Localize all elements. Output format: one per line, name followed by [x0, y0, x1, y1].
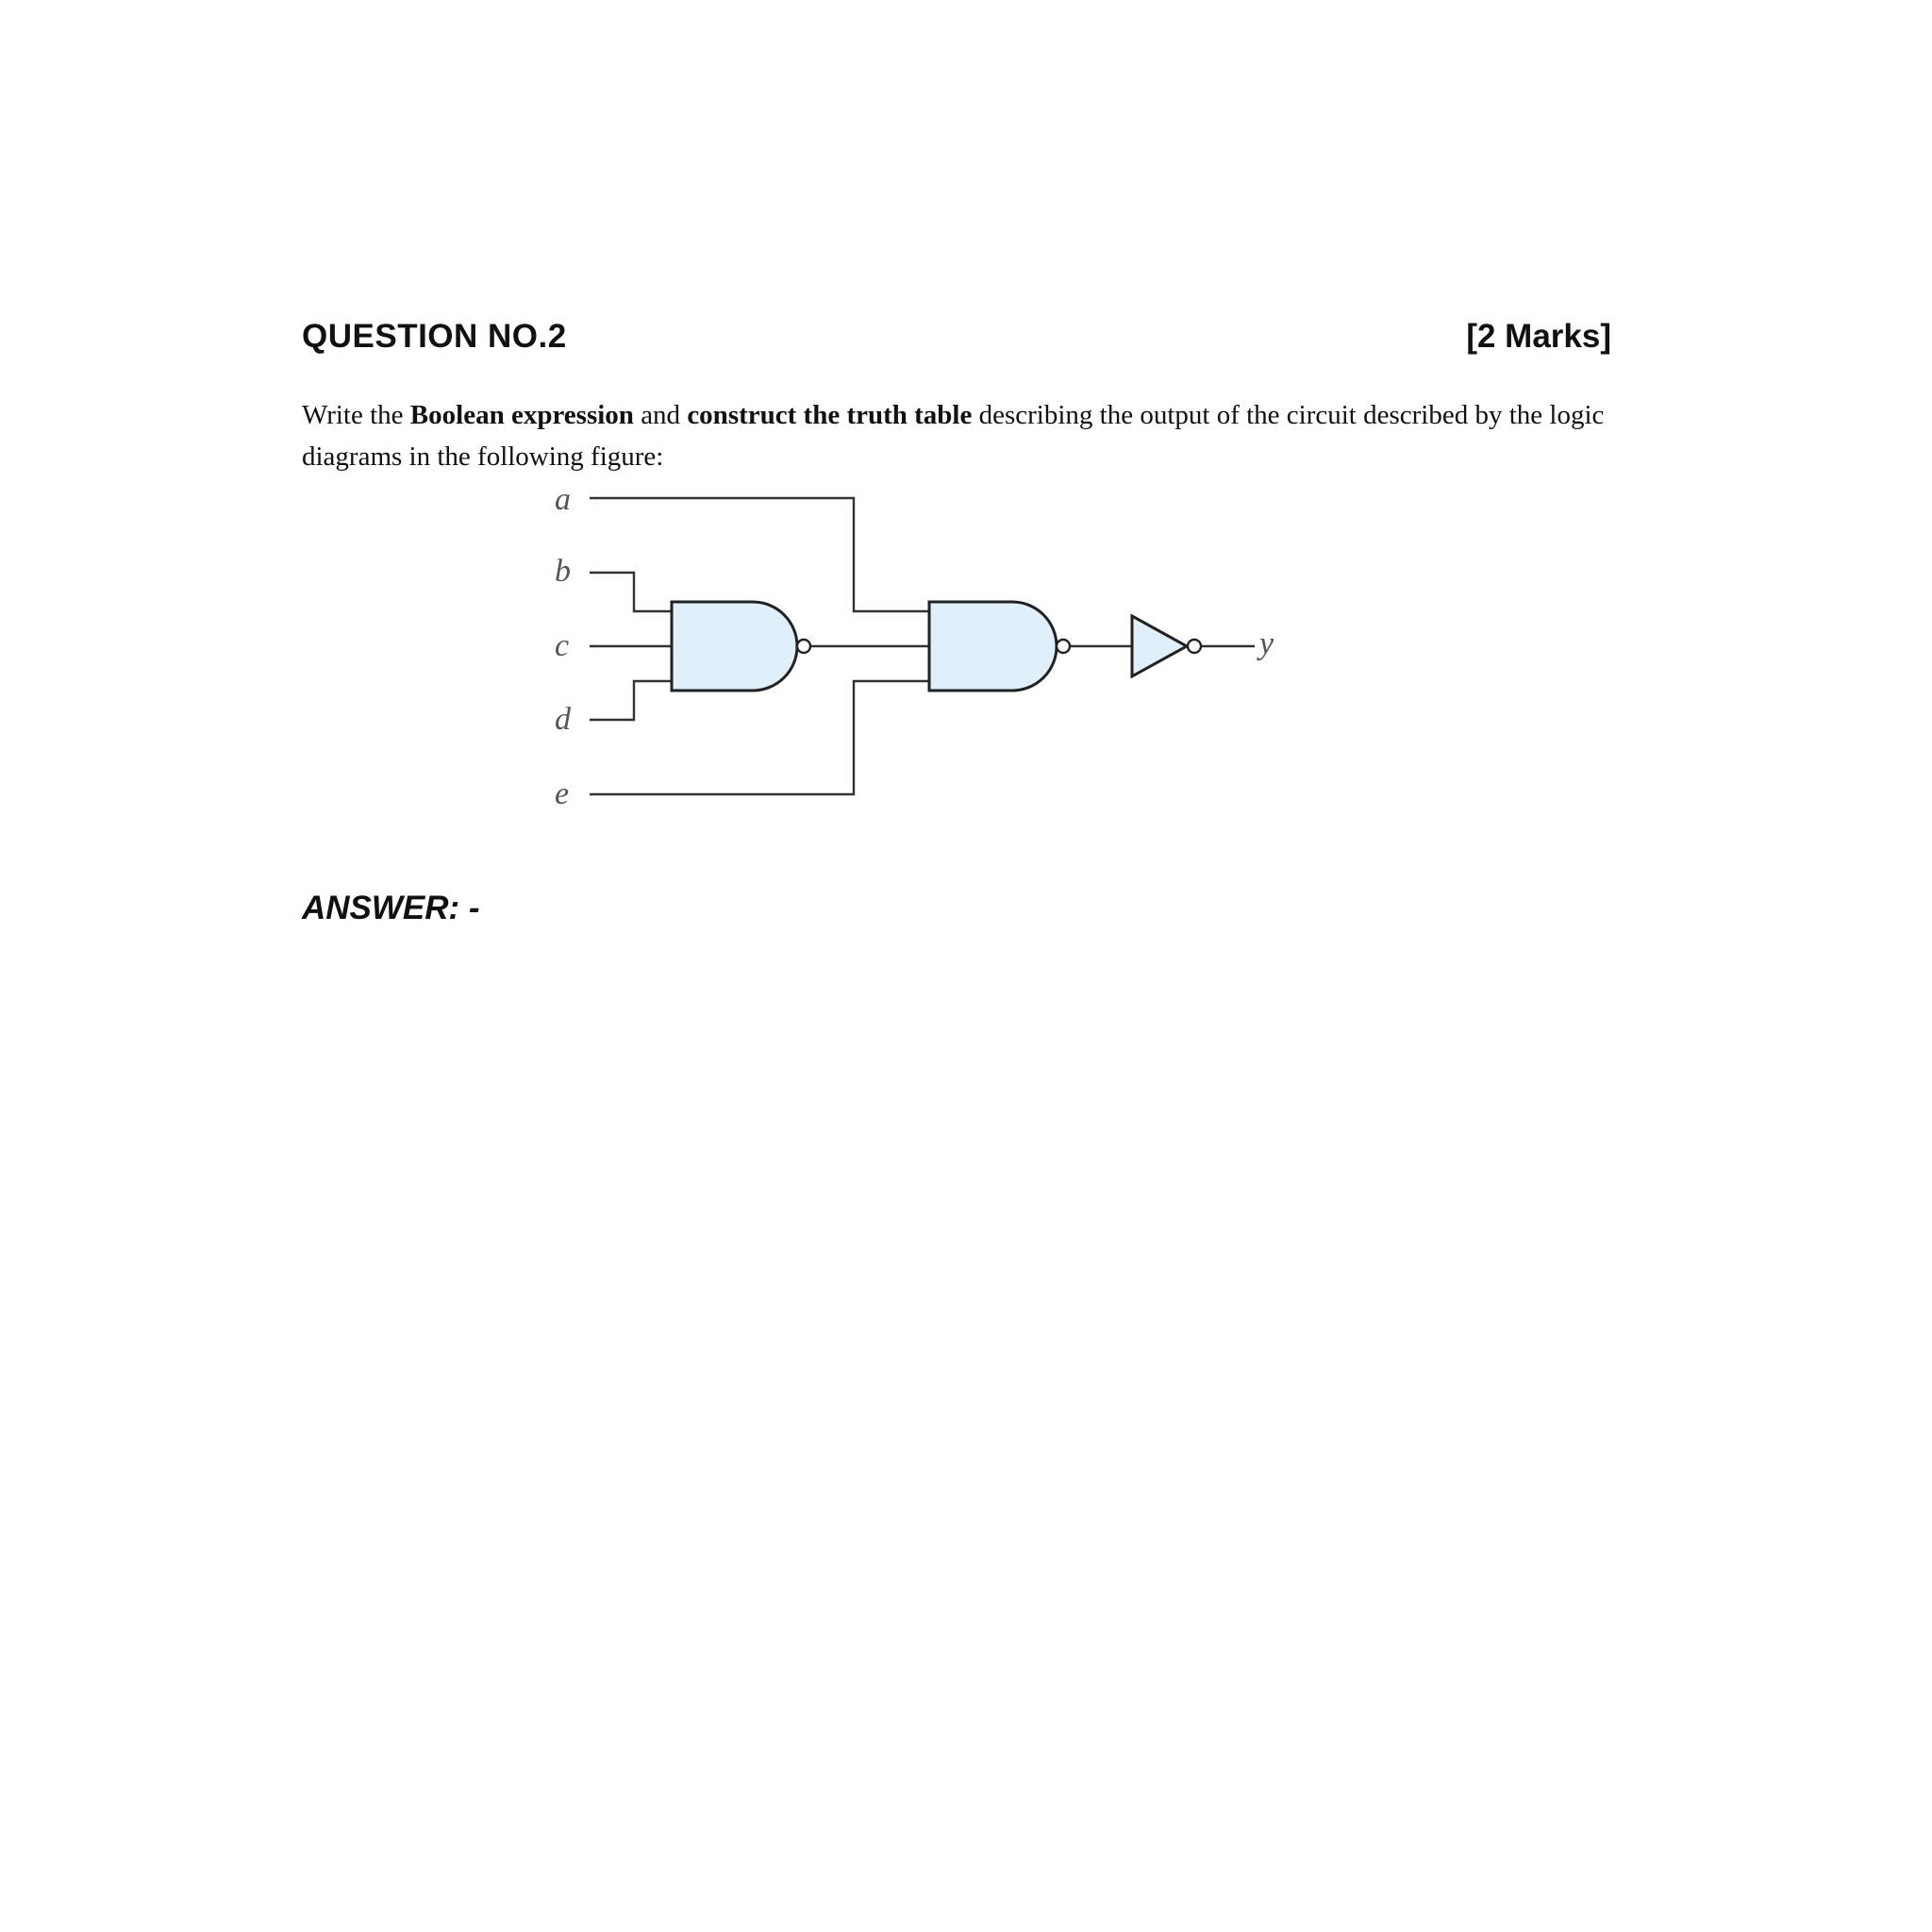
- input-label-d: d: [555, 702, 571, 737]
- input-label-a: a: [555, 482, 571, 517]
- not-gate: [1132, 616, 1187, 676]
- nand-gate-1-bubble: [797, 640, 810, 653]
- input-label-b: b: [555, 554, 571, 589]
- not-gate-bubble: [1188, 640, 1201, 653]
- question-title: QUESTION NO.2: [302, 318, 567, 355]
- wire-d: [590, 681, 672, 720]
- wire-e: [590, 681, 929, 794]
- answer-label: ANSWER: -: [302, 890, 480, 926]
- question-text-part-2: and: [633, 400, 688, 430]
- wire-b: [590, 573, 672, 611]
- question-bold-truth-table: construct the truth table: [687, 400, 973, 430]
- question-marks: [2 Marks]: [1466, 318, 1611, 355]
- input-label-e: e: [555, 776, 570, 811]
- input-label-c: c: [555, 628, 570, 663]
- nand-gate-2: [929, 602, 1057, 691]
- output-label-y: y: [1259, 626, 1274, 661]
- question-text-part-3: describing the output of the circuit described by the logic diagrams in the following figure:: [302, 400, 1605, 472]
- nand-gate-1: [672, 602, 797, 691]
- wire-a: [590, 498, 929, 611]
- question-bold-boolean-expression: Boolean expression: [409, 400, 634, 430]
- question-text-part-1: Write the: [302, 400, 410, 430]
- nand-gate-2-bubble: [1057, 640, 1070, 653]
